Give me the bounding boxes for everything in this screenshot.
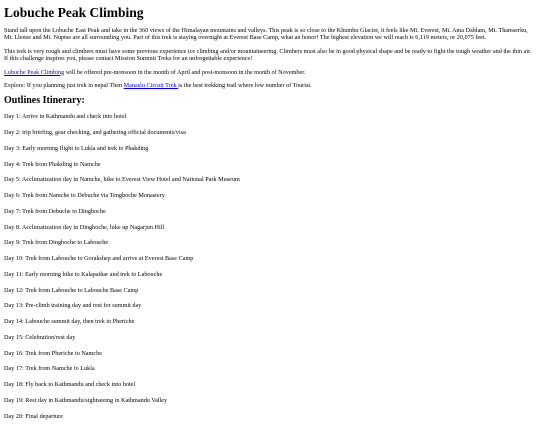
- itinerary-day: Day 1: Arrive in Kathmandu and check into hotel: [4, 113, 127, 121]
- itinerary-day: Day 12: Trek from Labouche to Labouche Base Camp: [4, 286, 139, 294]
- itinerary-day: Day 14: Labouche summit day, then trek to Pheriche: [4, 318, 135, 326]
- itinerary-day: Day 17: Trek from Namche to Lukla: [4, 365, 95, 373]
- itinerary-day: Day 5: Acclimatization day in Namche, hike to Everest View Hotel and National Park Museum: [4, 176, 240, 184]
- itinerary-day: Day 11: Early morning hike to Kalapathar and trek to Labouche: [4, 270, 163, 278]
- itinerary-day: Day 19: Rest day in Kathmandu/sightseeing in Kathmandu Valley: [4, 396, 168, 404]
- itinerary-day: Day 10: Trek from Labouche to Gorakshep and arrive at Everest Base Camp: [4, 255, 194, 263]
- explore-text-before: Explore: If you planning just trek in nepal Then: [4, 82, 124, 90]
- itinerary-heading: Outlines Itinerary:: [4, 95, 85, 107]
- season-text: will be offered pre-monsoon in the month of April and post-monsoon in the month of November.: [64, 68, 306, 76]
- page-title: Lobuche Peak Climbing: [4, 5, 144, 20]
- difficulty-paragraph: This trek is very rough and climbers must have some previous experience ice climbing and/or mountaineering. Climbers must also be in good physical shape and be ready to fight the tough weather and the thin air. If this challenge inspires you, please contact Mission Summit Treks for an unforgettable experience!: [4, 47, 532, 63]
- intro-paragraph: Stand tall upon the Lobuche East Peak and take in the 360 views of the Himalayan mountains and valleys. This peak is so close to the Khumbu Glacier, it feels like Mt. Everest, Mt. Ama Dablam, Mt. Thamserku, Mt. Lhotse and Mt. Nuptse are all surrounding you. Part of this trek is staying overnight at Everest Base Camp, what an honor! The highest elevation we will reach is 6,119 meters, or 20,075 feet.: [4, 27, 528, 42]
- lobuche-peak-climbing-link[interactable]: Lobuche Peak Climbing: [4, 68, 65, 76]
- itinerary-day: Day 20: Final departure: [4, 412, 63, 420]
- explore-text-after: is the best trekking trail where low number of Tourist.: [178, 82, 312, 90]
- itinerary-day: Day 4: Trek from Phakding to Namche: [4, 160, 101, 168]
- season-paragraph: [4, 69, 536, 76]
- itinerary-day: Day 13: Pre-climb training day and rest for summit day: [4, 302, 142, 310]
- itinerary-day: Day 8: Acclimatization day in Dingboche, hike up Nagarjun Hill: [4, 223, 165, 231]
- itinerary-day: Day 7: Trek from Debuche to Dingboche: [4, 207, 106, 215]
- itinerary-day: Day 3: Early morning flight to Lukla and trek to Phakding: [4, 144, 149, 152]
- manaslu-circuit-trek-link[interactable]: Manaslu Circuit Trek: [123, 82, 179, 90]
- itinerary-day: Day 18: Fly back to Kathmandu and check into hotel: [4, 381, 136, 389]
- itinerary-day: Day 9: Trek from Dingboche to Labouche: [4, 239, 109, 247]
- itinerary-day: Day 15: Celebration/rest day: [4, 333, 76, 341]
- itinerary-day: Day 2: trip briefing, gear checking, and gathering official documents/visa: [4, 129, 186, 137]
- explore-paragraph: [4, 82, 536, 89]
- itinerary-day: Day 16: Trek from Pheriche to Namche: [4, 349, 102, 357]
- itinerary-list: [4, 113, 536, 420]
- article: [4, 0, 536, 428]
- itinerary-day: Day 6: Trek from Namche to Debuche via Tengboche Monastery: [4, 192, 165, 200]
